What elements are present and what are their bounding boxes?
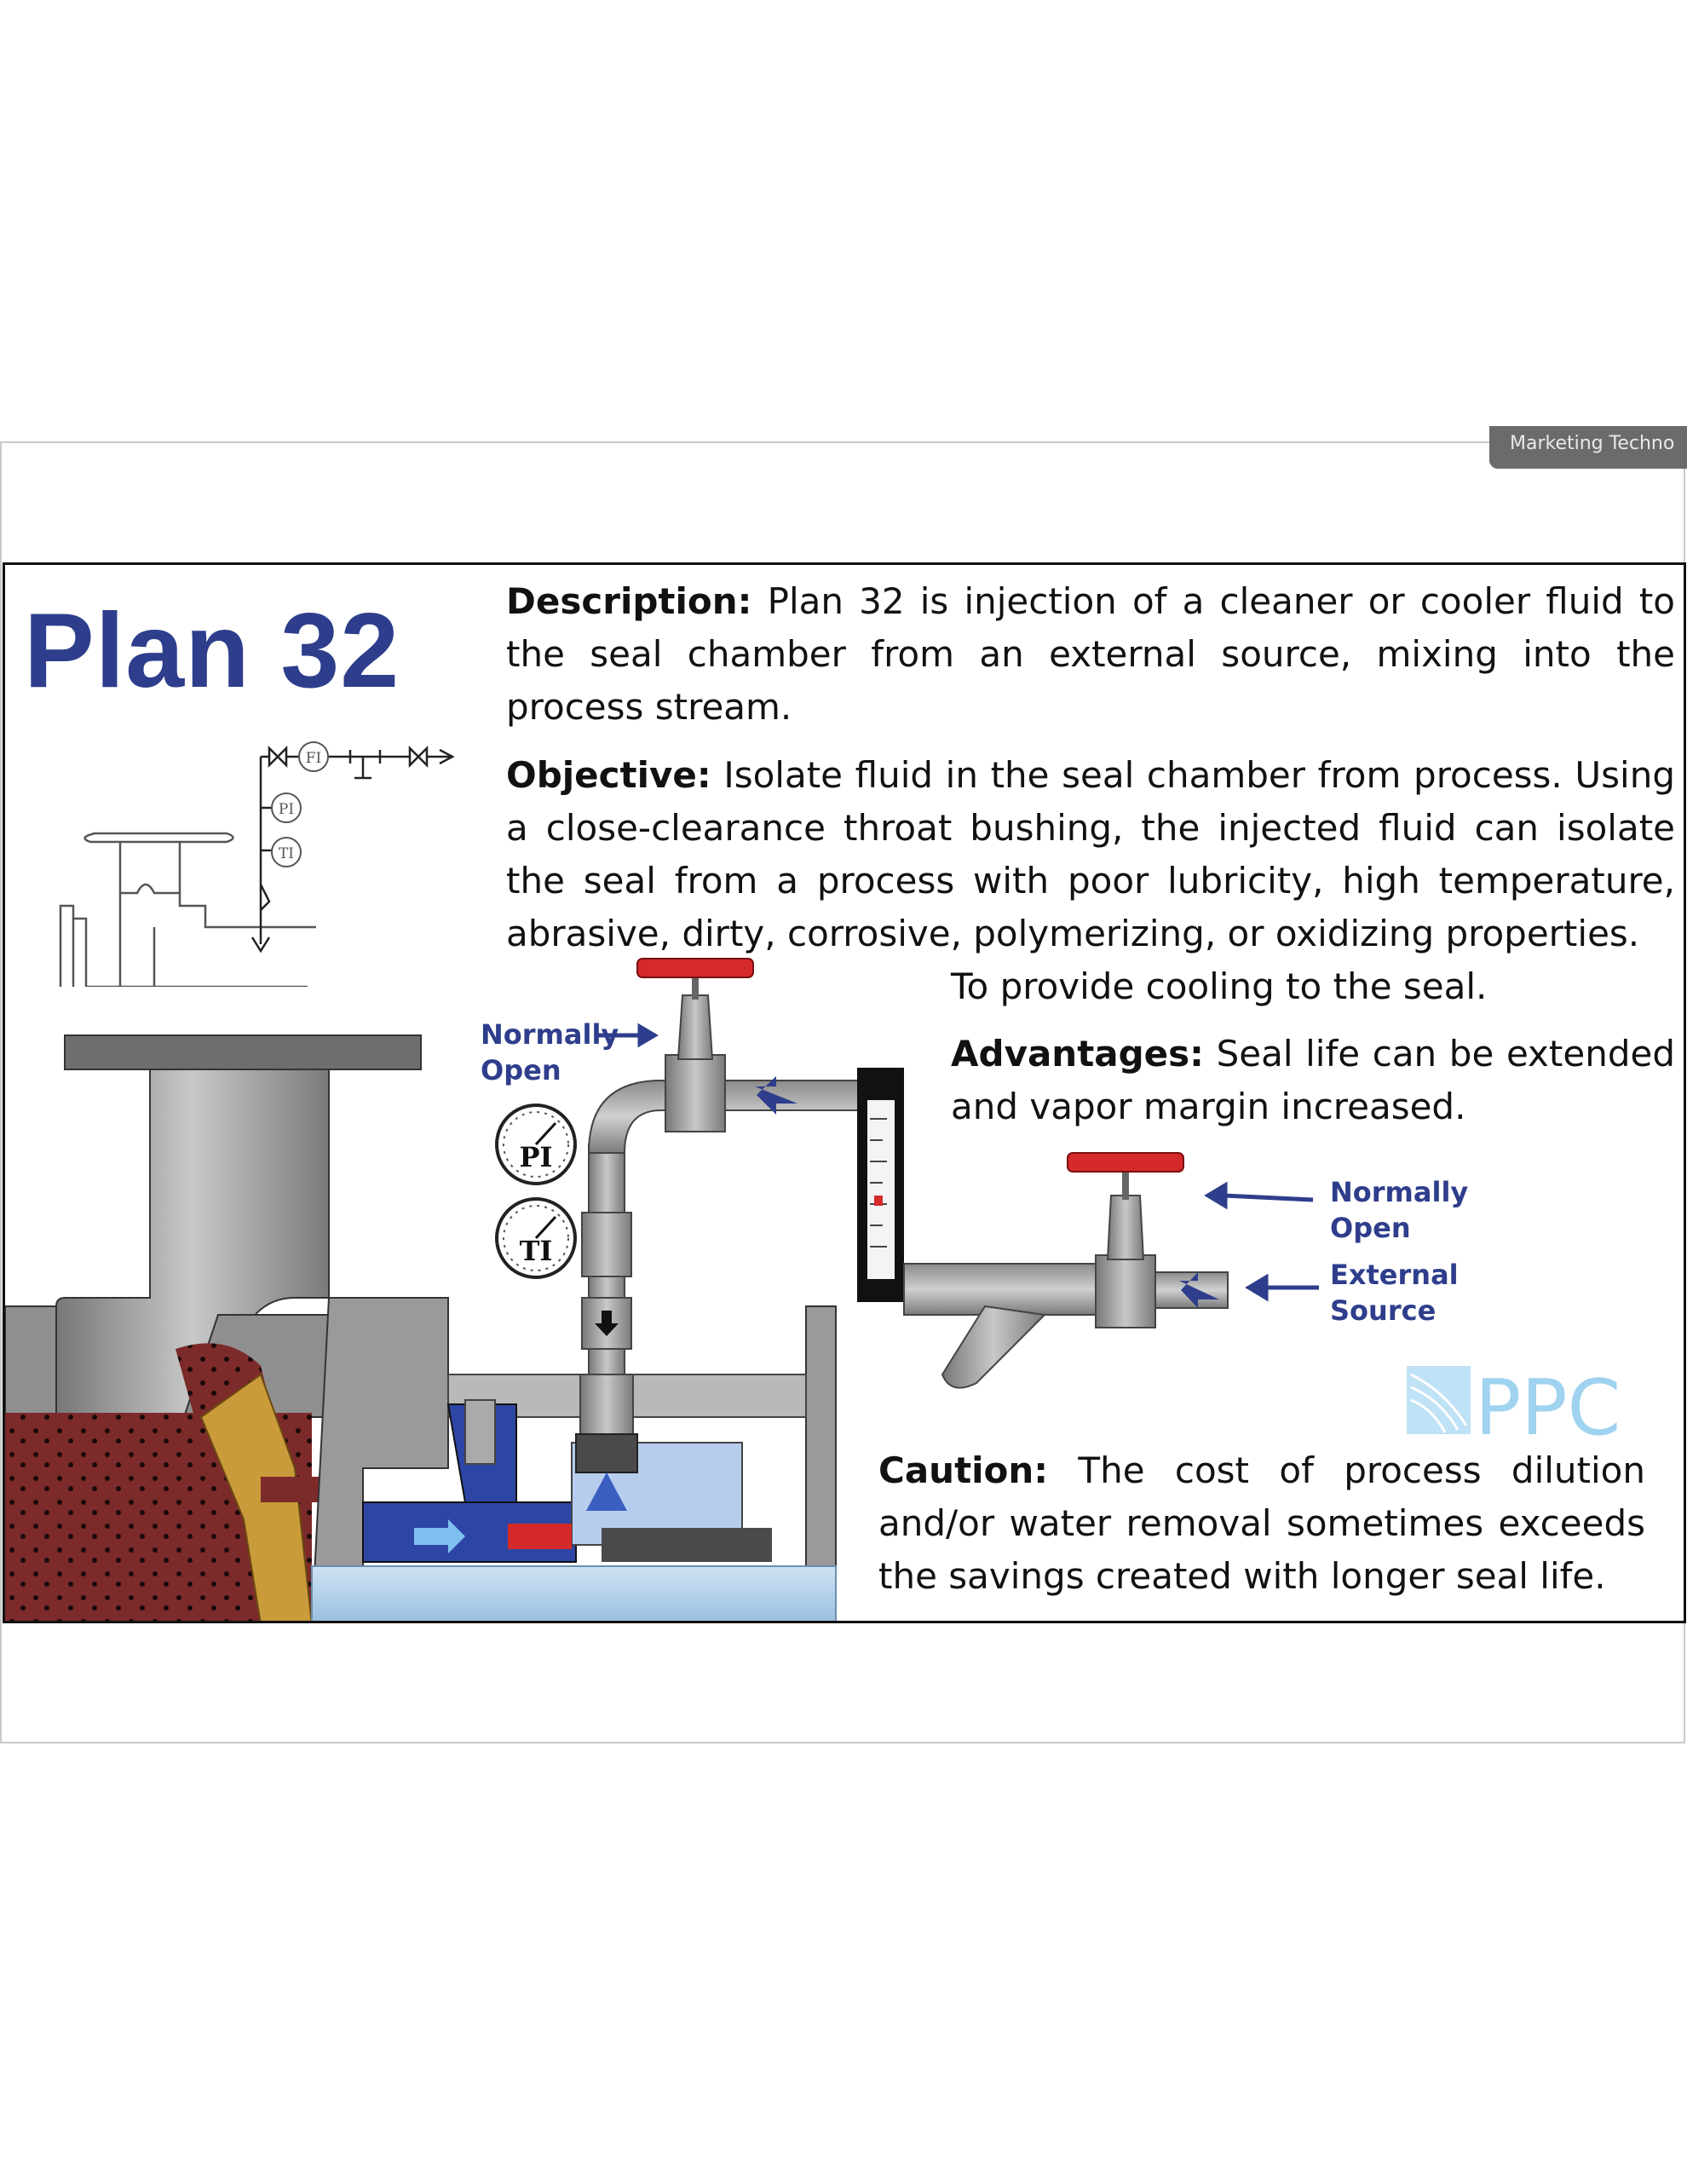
schematic-ti: TI <box>278 845 295 862</box>
upper-pipe <box>589 959 861 1153</box>
page-title: Plan 32 <box>24 592 400 710</box>
injection-line <box>576 1144 637 1511</box>
seal-illustration <box>5 565 1686 1623</box>
objective-text: Isolate fluid in the seal chamber from process. Using a close-clearance throat bushing, the injected fluid can isolate the seal from a process with poor lubricity, high temperature, abrasive, dirty, corrosive, polymerizing, or oxidizing properties. <box>506 754 1675 954</box>
ppc-logo <box>1407 1363 1621 1453</box>
caution-label: Caution: <box>878 1449 1049 1491</box>
tab-label: Marketing Techno <box>1510 433 1675 454</box>
valve-handle-2 <box>1068 1153 1183 1172</box>
objective-label: Objective: <box>506 754 711 796</box>
slide <box>3 562 1686 1623</box>
external-source-label: External Source <box>1330 1259 1459 1327</box>
schematic-fi: FI <box>305 750 322 767</box>
advantages-text: Seal life can be extended and vapor margin increased. <box>951 1033 1675 1127</box>
rotameter <box>857 1068 904 1302</box>
normally-open-label-1: Normally Open <box>481 1018 619 1086</box>
tab-marketing[interactable] <box>1489 426 1687 469</box>
pi-gauge-label: PI <box>519 1141 553 1173</box>
advantages-label: Advantages: <box>951 1033 1204 1075</box>
external-source-assembly <box>904 1153 1228 1388</box>
normally-open-label-2: Normally Open <box>1330 1176 1469 1244</box>
description-text: Plan 32 is injection of a cleaner or cooler fluid to the seal chamber from an external source, mixing into the process stream. <box>506 580 1675 728</box>
ti-gauge-label: TI <box>519 1235 553 1267</box>
valve-handle-1 <box>637 959 753 977</box>
shaft <box>312 1566 836 1623</box>
schematic-pi: PI <box>278 801 295 818</box>
caution-text: The cost of process dilution and/or water removal sometimes exceeds the savings created with longer seal life. <box>878 1449 1645 1597</box>
ppc-logo-text: PPC <box>1475 1363 1621 1453</box>
objective-text-2: To provide cooling to the seal. <box>951 965 1488 1007</box>
description-label: Description: <box>506 580 752 622</box>
